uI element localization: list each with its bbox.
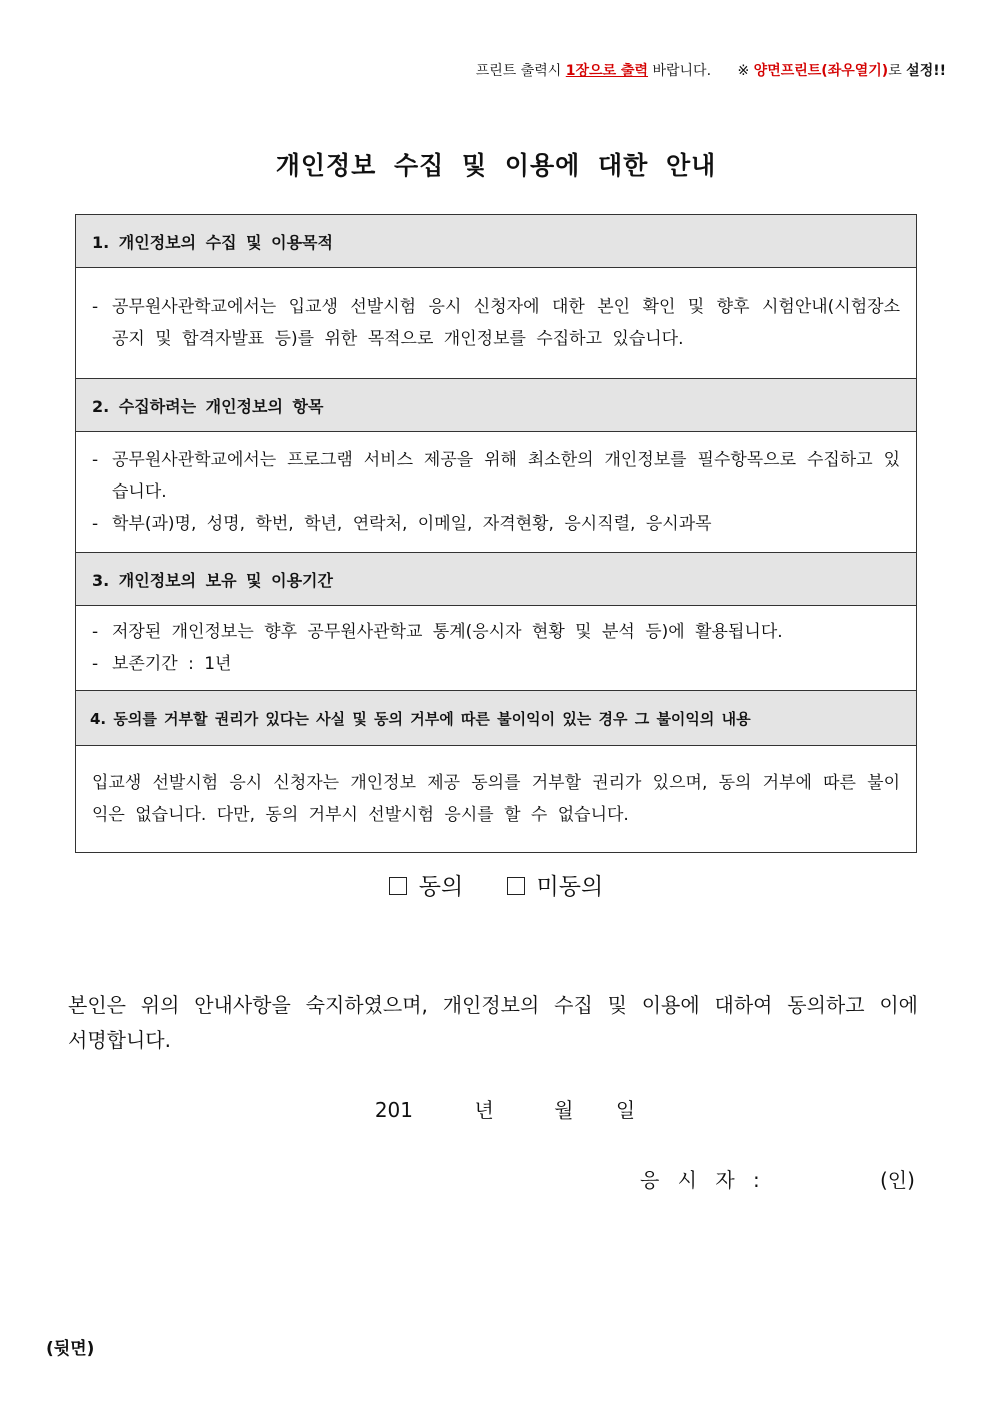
section-paragraph: 입교생 선발시험 응시 신청자는 개인정보 제공 동의를 거부할 권리가 있으며, 동의 거부에 따른 불이익은 없습니다. 다만, 동의 거부시 선발시험 응시를 할 수 없습니다. xyxy=(92,773,900,825)
signer-seal: (인) xyxy=(880,1168,915,1192)
item-text: 학부(과)명, 성명, 학번, 학년, 연락처, 이메일, 자격현황, 응시직렬, 응시과목 xyxy=(112,514,712,534)
agree-option[interactable] xyxy=(389,868,463,901)
section-header-1: 1. 개인정보의 수집 및 이용목적 xyxy=(76,215,917,268)
list-item xyxy=(92,444,900,508)
section-body-3 xyxy=(76,606,917,691)
section-body-4 xyxy=(76,746,917,853)
list-item xyxy=(92,508,900,540)
bullet-dash: - xyxy=(92,450,99,470)
item-text: 공무원사관학교에서는 입교생 선발시험 응시 신청자에 대한 본인 확인 및 향후 시험안내(시험장소 공지 및 합격자발표 등)를 위한 목적으로 개인정보를 수집하고 있습니다. xyxy=(112,297,900,349)
date-year-value: 201 xyxy=(374,1098,414,1122)
item-text: 저장된 개인정보는 향후 공무원사관학교 통계(응시자 현황 및 분석 등)에 활용됩니다. xyxy=(112,622,783,642)
agree-checkbox[interactable] xyxy=(389,877,407,895)
list-item xyxy=(92,291,900,355)
date-month-unit: 월 xyxy=(554,1098,574,1122)
consent-options xyxy=(0,868,992,901)
list-item xyxy=(92,648,900,680)
bullet-dash: - xyxy=(92,514,99,534)
date-year-unit: 년 xyxy=(474,1098,494,1122)
section-body-1 xyxy=(76,268,917,379)
duplex-print-notice: 양면프린트(좌우열기) xyxy=(753,63,889,79)
page-side-label: (뒷면) xyxy=(46,1339,95,1359)
print-notice-setting: 설정!! xyxy=(906,63,946,79)
item-text: 공무원사관학교에서는 프로그램 서비스 제공을 위해 최소한의 개인정보를 필수항목으로 수집하고 있습니다. xyxy=(112,450,900,502)
bullet-dash: - xyxy=(92,654,99,674)
print-notice-text-2: 바랍니다. xyxy=(652,63,712,79)
section-header-3: 3. 개인정보의 보유 및 이용기간 xyxy=(76,553,917,606)
consent-statement: 본인은 위의 안내사항을 숙지하였으며, 개인정보의 수집 및 이용에 대하여 동의하고 이에 서명합니다. xyxy=(68,993,918,1052)
date-day-unit: 일 xyxy=(615,1098,636,1122)
reference-mark-icon: ※ xyxy=(737,63,750,79)
print-notice-text: 프린트 출력시 xyxy=(475,63,562,79)
list-item xyxy=(92,616,900,648)
signer-label: 응 시 자 : xyxy=(640,1168,766,1192)
section-body-2 xyxy=(76,432,917,553)
item-text: 보존기간 : 1년 xyxy=(112,654,232,674)
bullet-dash: - xyxy=(92,622,99,642)
disagree-option[interactable] xyxy=(507,868,604,901)
disagree-label: 미동의 xyxy=(536,874,604,900)
disagree-checkbox[interactable] xyxy=(507,877,525,895)
print-notice xyxy=(476,60,946,80)
bullet-dash: - xyxy=(92,297,99,317)
date-year xyxy=(357,1094,512,1123)
privacy-info-table xyxy=(75,214,917,853)
page-title: 개인정보 수집 및 이용에 대한 안내 xyxy=(275,151,717,180)
date-line xyxy=(0,1094,992,1123)
agree-label: 동의 xyxy=(418,874,464,900)
section-header-4: 4. 동의를 거부할 권리가 있다는 사실 및 동의 거부에 따른 불이익이 있는 경우 그 불이익의 내용 xyxy=(76,691,917,746)
print-notice-text-3: 로 xyxy=(888,63,902,79)
section-header-2: 2. 수집하려는 개인정보의 항목 xyxy=(76,379,917,432)
print-notice-highlight: 1장으로 출력 xyxy=(565,63,649,79)
